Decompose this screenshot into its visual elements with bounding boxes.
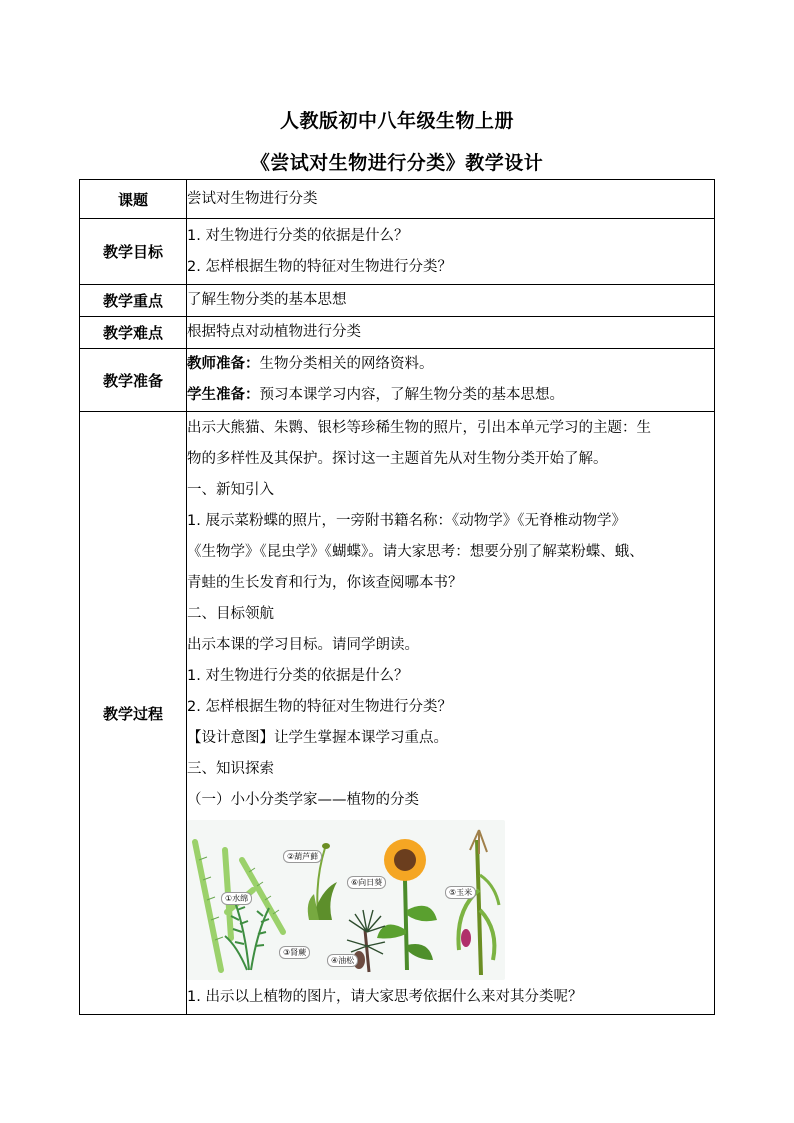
goals-label: 教学目标 (80, 219, 187, 285)
topic-value: 尝试对生物进行分类 (187, 180, 715, 219)
goals-cell (187, 219, 715, 285)
process-line: 物的多样性及其保护。探讨这一主题首先从对生物分类开始了解。 (187, 451, 608, 467)
prep-student-text: 预习本课学习内容，了解生物分类的基本思想。 (259, 387, 564, 403)
plant-label: ③肾蕨 (279, 946, 310, 959)
table-row-topic (80, 180, 715, 219)
process-line: 1. 展示菜粉蝶的照片，一旁附书籍名称：《动物学》《无脊椎动物学》 (187, 513, 626, 529)
process-line: （一）小小分类学家——植物的分类 (187, 792, 419, 808)
prep-teacher-text: 生物分类相关的网络资料。 (259, 356, 434, 372)
plant-label: ⑥向日葵 (347, 876, 386, 889)
process-line: 出示大熊猫、朱鹮、银杉等珍稀生物的照片，引出本单元学习的主题：生 (187, 420, 651, 436)
prep-teacher-label: 教师准备： (187, 356, 260, 372)
document-title: 人教版初中八年级生物上册 (279, 110, 514, 132)
table-row-key (80, 285, 715, 317)
prep-student (187, 380, 714, 411)
process-line: 2. 怎样根据生物的特征对生物进行分类？ (187, 699, 452, 715)
section-heading: 三、知识探索 (187, 761, 274, 777)
key-value: 了解生物分类的基本思想 (187, 285, 715, 317)
lesson-plan-table (79, 179, 715, 1015)
prep-teacher (187, 349, 714, 380)
section-heading: 二、目标领航 (187, 606, 274, 622)
document-subtitle: 《尝试对生物进行分类》教学设计 (250, 152, 544, 174)
process-line: 【设计意图】让学生掌握本课学习重点。 (187, 730, 448, 746)
topic-label: 课题 (80, 180, 187, 219)
key-label: 教学重点 (80, 285, 187, 317)
difficulty-label: 教学难点 (80, 317, 187, 349)
process-line: 1. 出示以上植物的图片，请大家思考依据什么来对其分类呢？ (187, 989, 583, 1005)
prep-label: 教学准备 (80, 349, 187, 412)
table-row-process (80, 412, 715, 1015)
process-line: 1. 对生物进行分类的依据是什么？ (187, 668, 409, 684)
process-label: 教学过程 (80, 412, 187, 1015)
section-heading: 一、新知引入 (187, 482, 274, 498)
goal-item: 2. 怎样根据生物的特征对生物进行分类？ (187, 258, 452, 275)
process-cell (187, 412, 715, 1015)
plant-label: ②葫芦藓 (283, 850, 322, 863)
plant-label: ①水绵 (221, 892, 252, 905)
prep-cell (187, 349, 715, 412)
process-line: 《生物学》《昆虫学》《蝴蝶》。请大家思考：想要分别了解菜粉蝶、蛾、 (187, 544, 644, 560)
goal-item: 1. 对生物进行分类的依据是什么？ (187, 227, 409, 244)
difficulty-value: 根据特点对动植物进行分类 (187, 317, 715, 349)
table-row-prep (80, 349, 715, 412)
prep-student-label: 学生准备： (187, 387, 260, 403)
table-row-difficulty (80, 317, 715, 349)
plant-label: ⑤玉米 (445, 886, 476, 899)
table-row-goals (80, 219, 715, 285)
process-line: 出示本课的学习目标。请同学朗读。 (187, 637, 419, 653)
process-line: 青蛙的生长发育和行为，你该查阅哪本书？ (187, 575, 463, 591)
plant-label: ④油松 (327, 954, 358, 967)
plant-illustration (187, 820, 505, 980)
